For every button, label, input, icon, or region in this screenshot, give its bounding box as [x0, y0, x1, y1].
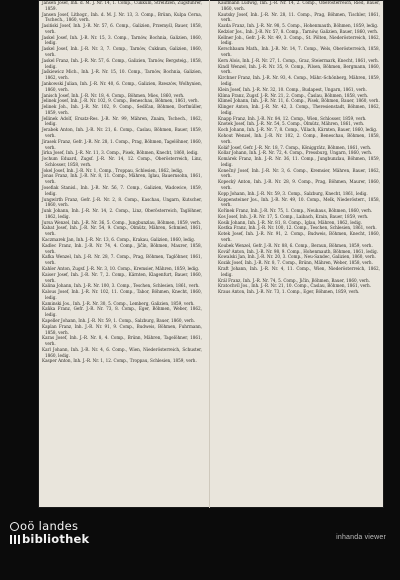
register-entry: Kabat Josef, Inh. J.-R. Nr. 54, 9. Comp., Olmütz, Mähren, Schmied, 1861, verh.	[42, 225, 202, 237]
register-entry: Jaskel Franz, Inh. J.-R. Nr. 57, 6. Comp., Galizien, Tarnów, Bergsteig., 1858, ledig.	[42, 57, 202, 69]
register-entry: Kraft Johann, Inh. J.-R. Nr. 4, 11. Comp., Wien, Niederösterreich, 1862, ledig.	[218, 265, 380, 277]
library-logo[interactable]	[10, 520, 89, 546]
register-entry: Jellinek Adolf, Ersatz-Res. J.-R. Nr. 99, Mähren, Znaim, Tschech., 1862, ledig.	[42, 115, 202, 127]
register-entry: Kellner Joh., Gefr. J.-R. Nr. 49, 3. Comp., St. Pölten, Niederösterreich, 1862, ledig.	[218, 34, 380, 46]
register-entry: Koppensteiner Jos., Inh. J.-R. Nr. 49, 10. Comp., Melk, Niederösterr., 1858, verh.	[218, 196, 380, 208]
register-entry: Kopecký Anton, Inh. J.-R. Nr. 28, 9. Comp., Prag, Böhmen, Maurer, 1860, verh.	[218, 179, 380, 190]
register-entry: Kahler Anton, Zugsf. J.-R. Nr. 3, 10. Comp., Kremsier, Mähren, 1859, ledig.	[42, 265, 200, 271]
register-entry: Kowalski Jan, Inh. J.-R. Nr. 20, 3. Comp., Neu-Sandec, Galizien, 1860, verh.	[218, 254, 376, 260]
register-entry: Kaminski Jos., Inh. J.-R. Nr. 30, 5. Comp., Lemberg, Galizien, 1859, verh.	[42, 300, 195, 306]
register-entry: Knapp Franz, Inh. J.-R. Nr. 84, 12. Comp., Wien, Schlosser, 1859, verh.	[218, 115, 367, 121]
register-entry: Kern Alois, Inh. J.-R. Nr. 27, 1. Comp., Graz, Steiermark, Knecht, 1861, verh.	[218, 57, 380, 63]
text-column-right	[218, 0, 380, 504]
register-entry: Kolář Josef, Gefr. J.-R. Nr. 18, 7. Comp., Königgrätz, Böhmen, 1861, verh.	[218, 144, 372, 150]
register-entry: Kaczmarek Jan, Inh. J.-R. Nr. 13, 6. Comp., Krakau, Galizien, 1860, ledig.	[42, 237, 196, 243]
register-entry: Karl Johann, Inh. J.-R. Nr. 4, 6. Comp., Wien, Niederösterreich, Schuster, 1860, ledig.	[42, 346, 202, 358]
register-entry: Kopp Johann, Inh. J.-R. Nr. 59, 3. Comp., Salzburg, Knecht, 1861, ledig.	[218, 190, 368, 196]
logo-line-top: oö landes	[10, 520, 89, 533]
register-entry: Kratochvíl Jos., Inh. J.-R. Nr. 21, 10. Comp., Časlau, Böhmen, 1861, verh.	[218, 283, 372, 289]
register-entry: Jansen Josef, Inh. d. M. J. Nr. 14, 1. Comp., Cukkum, Strelitzen, Zugsführer, 1859.	[42, 0, 202, 11]
register-entry: Jochum Eduard, Zugsf. J.-R. Nr. 14, 12. Comp., Oberösterreich, Linz, Schlosser, 1858, verh.	[42, 156, 202, 167]
register-entry: Komárek Franz, Inh. J.-R. Nr. 36, 11. Comp., Jungbunzlau, Böhmen, 1859, ledig.	[218, 156, 380, 167]
register-entry: Klinger Anton, Inh. J.-R. Nr. 42, 3. Comp., Theresienstadt, Böhmen, 1862, ledig.	[218, 104, 380, 115]
register-entry: Kaplan Franz, Inh. J.-R. Nr. 91, 9. Comp., Budweis, Böhmen, Fuhrmann, 1858, verh.	[42, 323, 202, 335]
register-entry: Kaňka Franz, Gefr. J.-R. Nr. 73, 8. Comp., Eger, Böhmen, Weber, 1862, ledig.	[42, 306, 202, 318]
scanned-page	[38, 0, 384, 508]
register-entry: Jansen Josef, Lithogr., Inh. d. M. J. Nr. 13, 3. Comp., Brünn, Kulpa Cerna, Tschech., 1860, verh.	[42, 11, 202, 23]
register-entry: Jokel Josef, Inh. J.-R. Nr. 1, Comp., Troppau, Schlesien, 1862, ledig.	[42, 167, 184, 173]
logo-line-bottom: bibliothek	[10, 533, 89, 546]
register-entry: Kosík Johann, Inh. J.-R. Nr. 81, 8. Comp., Iglau, Mähren, 1862, ledig.	[218, 219, 362, 225]
register-entry: Jursa Wenzel, Inh. J.-R. Nr. 36, 5. Comp., Jungbunzlau, Böhmen, 1859, verh.	[42, 219, 202, 225]
register-entry: Janisch Josef, Inh. J.-R. Nr. 18, 4. Comp., Böhmen, Mies, 1860, verh.	[42, 92, 185, 98]
register-entry: Kostka Franz, Inh. J.-R. Nr. 100, 12. Comp., Teschen, Schlesien, 1861, verh.	[218, 225, 377, 231]
column-divider	[209, 0, 210, 508]
register-entry: Král Franz, Inh. J.-R. Nr. 74, 5. Comp., Jičín, Böhmen, Bauer, 1860, verh.	[218, 277, 371, 283]
register-entry: Kollar Johann, Inh. J.-R. Nr. 72, 4. Comp., Pressburg, Ungarn, 1860, verh.	[218, 150, 373, 156]
register-entry: Kaufmann Ludwig, Inh. J.-R. Nr. 14, 2. Comp., Oberösterreich, Ried, Bauer, 1860, verh.	[218, 0, 380, 11]
register-entry: Kohout Wenzel, Inh. J.-R. Nr. 102, 2. Comp., Beneschau, Böhmen, 1858, verh.	[218, 132, 380, 144]
logo-bars-icon	[10, 535, 20, 544]
register-entry: Koubek Wenzel, Gefr. J.-R. Nr. 88, 6. Comp., Beraun, Böhmen, 1859, verh.	[218, 242, 373, 248]
register-entry: Kotek Josef, Inh. J.-R. Nr. 91, 2. Comp., Budweis, Böhmen, Knecht, 1860, verh.	[218, 231, 380, 243]
register-entry: Konečný Josef, Inh. J.-R. Nr. 3, 6. Comp., Kremsier, Mähren, Bauer, 1862, verh.	[218, 167, 380, 179]
register-entry: Kerschbaum Math., Inh. J.-R. Nr. 14, 7. Comp., Wels, Oberösterreich, 1858, verh.	[218, 46, 380, 58]
register-entry: Jirasek Franz, Gefr. J.-R. Nr. 28, 1. Comp., Prag, Böhmen, Tagelöhner, 1860, verh.	[42, 138, 202, 150]
register-entry: Jungwirth Franz, Gefr. J.-R. Nr. 2, 8. Comp., Kaschau, Ungarn, Kutscher, 1860, verh.	[42, 196, 202, 208]
logo-ring-icon	[10, 522, 19, 531]
register-entry: Kalina Johann, Inh. J.-R. Nr. 100, 3. Comp., Teschen, Schlesien, 1861, verh.	[42, 283, 200, 289]
register-entry: Kalous Josef, Inh. J.-R. Nr. 102, 11. Comp., Tabor, Böhmen, Knecht, 1860, ledig.	[42, 289, 202, 300]
register-entry: Karas Josef, Inh. J.-R. Nr. 8, 4. Comp., Brünn, Mähren, Tagelöhner, 1861, verh.	[42, 335, 202, 347]
register-entry: Kasper Anton, Inh. J.-R. Nr. 1, 12. Comp., Troppau, Schlesien, 1859, verh.	[42, 358, 197, 364]
viewer-name: inhanda viewer	[336, 534, 386, 541]
register-entry: Klimeš Johann, Inh. J.-R. Nr. 11, 6. Comp., Písek, Böhmen, Bauer, 1860, verh.	[218, 98, 380, 104]
register-entry: Kadlec Franz, Inh. J.-R. Nr. 74, 4. Comp., Jičín, Böhmen, Maurer, 1858, verh.	[42, 242, 202, 254]
register-entry: Junk Johann, Inh. J.-R. Nr. 14, 2. Comp., Linz, Oberösterreich, Taglöhner, 1862, ledig.	[42, 208, 202, 219]
register-entry: Kořínek Franz, Inh. J.-R. Nr. 75, 1. Comp., Neuhaus, Böhmen, 1860, verh.	[218, 208, 373, 214]
register-entry: Jerabek Anton, Inh. J.-R. Nr. 21, 6. Comp., Caslau, Böhmen, Bauer, 1859, verh.	[42, 127, 202, 138]
register-entry: Josefiak Stanisl., Inh. J.-R. Nr. 56, 7. Comp., Galizien, Wadowice, 1859, ledig.	[42, 185, 202, 196]
register-entry: Kazda Franz, Inh. J.-R. Nr. 98, 5. Comp., Hohenmauth, Böhmen, 1859, ledig.	[218, 23, 379, 29]
text-column-left	[42, 0, 202, 504]
register-entry: Jasiński Josef, Inh. J.-R. Nr. 57, 6. Comp., Galizien, Przemyśl, Bauer, 1858, verh.	[42, 23, 202, 34]
register-entry: Jaskel Josef, Inh. J.-R. Nr. 3, 7. Comp., Tarnów, Cukkum, Galizien, 1860, verh.	[42, 46, 202, 58]
register-entry: Jirka Josef, Inh. J.-R. Nr. 11, 3. Comp., Pisek, Böhmen, Knecht, 1860, ledig.	[42, 150, 199, 156]
register-entry: Jelinek Josef, Inh. J.-R. Nr. 102, 9. Comp., Beneschau, Böhmen, 1861, verh.	[42, 98, 199, 104]
register-entry: Kaiser Josef, Inh. J.-R. Nr. 7, 2. Comp., Kärnten, Klagenfurt, Bauer, 1860, verh.	[42, 271, 202, 283]
register-entry: Kafka Wenzel, Inh. J.-R. Nr. 28, 7. Comp., Prag, Böhmen, Taglöhner, 1861, verh.	[42, 254, 202, 266]
register-entry: Jonas Franz, Inh. J.-R. Nr. 8, 11. Comp., Mähren, Iglau, Bauernsohn, 1861, verh.	[42, 173, 202, 185]
register-entry: Kozák Josef, Inh. J.-R. Nr. 8, 7. Comp., Brünn, Mähren, Weber, 1858, verh.	[218, 260, 373, 266]
register-entry: Knotek Josef, Inh. J.-R. Nr. 54, 5. Comp., Olmütz, Mähren, 1861, verh.	[218, 121, 365, 127]
register-entry: Kautsky Josef, Inh. J.-R. Nr. 28, 11. Comp., Prag, Böhmen, Tischler, 1861, verh.	[218, 11, 380, 23]
register-entry: Klíma Franz, Zugsf. J.-R. Nr. 21, 2. Comp., Časlau, Böhmen, 1858, verh.	[218, 92, 369, 98]
register-entry: Koch Johann, Inh. J.-R. Nr. 7, 8. Comp., Villach, Kärnten, Bauer, 1860, ledig.	[218, 127, 378, 133]
register-entry: Kirchner Franz, Inh. J.-R. Nr. 93, 4. Comp., Mähr.-Schönberg, Mähren, 1859, ledig.	[218, 75, 380, 86]
register-entry: Klein Josef, Inh. J.-R. Nr. 32, 10. Comp., Budapest, Ungarn, 1861, verh.	[218, 86, 367, 92]
register-entry: Kapeller Johann, Inh. J.-R. Nr. 59, 1. Comp., Salzburg, Bauer, 1860, verh.	[42, 317, 195, 323]
register-entry: Jaskel Josef, Inh. J.-R. Nr. 15, 3. Comp., Tarnów, Bochnia, Galizien, 1860, ledig.	[42, 34, 202, 46]
register-entry: Jankowski Julian, Inh. J.-R. Nr. 40, 6. Comp., Galizien, Rzeszów, Wolhynien, 1860, verh.	[42, 80, 202, 92]
register-entry: Kedzior Jos., Inh. J.-R. Nr. 57, 8. Comp., Tarnów, Galizien, Bauer, 1860, verh.	[218, 28, 379, 34]
register-entry: Jelinek Joh., Inh. J.-R. Nr. 102, 9. Comp., Sedlčan, Böhmen, Dorfmüller, 1859, verh.	[42, 104, 202, 115]
register-entry: Jaśkiewicz Mich., Inh. J.-R. Nr. 15, 10. Comp., Tarnów, Bochnia, Galizien, 1862, verh.	[42, 69, 202, 81]
register-entry: Kos Josef, Inh. J.-R. Nr. 17, 5. Comp., Laibach, Krain, Bauer, 1859, verh.	[218, 213, 369, 219]
register-entry: Kindl Wenzel, Inh. J.-R. Nr. 35, 9. Comp., Pilsen, Böhmen, Bergmann, 1860, verh.	[218, 63, 380, 75]
register-entry: Kovář Anton, Inh. J.-R. Nr. 98, 9. Comp., Hohenmauth, Böhmen, 1861, ledig.	[218, 248, 378, 254]
register-entry: Kraus Anton, Inh. J.-R. Nr. 73, 1. Comp., Eger, Böhmen, 1859, verh.	[218, 289, 360, 295]
